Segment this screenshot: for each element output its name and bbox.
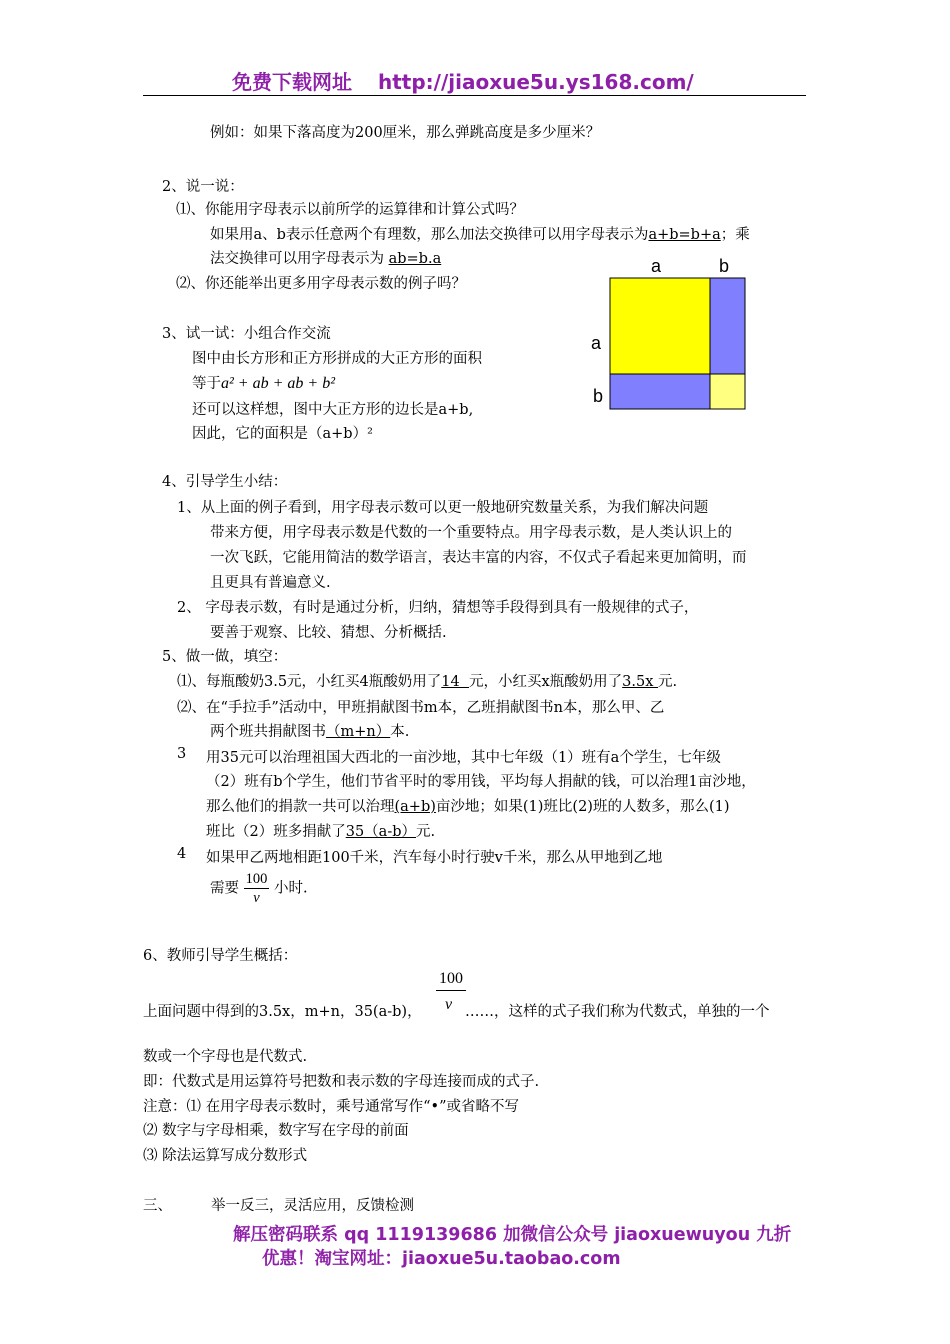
site-name: 免费下载网址	[232, 70, 352, 94]
multiplication-commutative-formula: ab=b.a	[388, 251, 442, 267]
addition-commutative-formula: a+b=b+a	[648, 227, 721, 243]
text: 需要	[210, 880, 239, 897]
example-question: 例如：如果下落高度为200厘米，那么弹跳高度是多少厘米？	[210, 125, 601, 141]
section6-line4: 注意：⑴ 在用字母表示数时，乘号通常写作“•”或省略不写	[143, 1099, 519, 1115]
section5-q2-line1: ⑵、在“手拉手”活动中，甲班捐献图书m本，乙班捐献图书n本，那么甲、乙	[177, 700, 665, 716]
text: ⑴、每瓶酸奶3.5元，小红买4瓶酸奶用了	[177, 674, 442, 690]
section2-q1-line2	[210, 247, 441, 268]
section6-fraction-denominator: v	[445, 996, 453, 1013]
figure-label-left-a: a	[591, 333, 602, 353]
text: 班比（2）班多捐献了	[206, 824, 346, 840]
section5-q3-number: 3	[177, 746, 187, 762]
time-fraction	[244, 870, 270, 907]
section-three-title: 举一反三，灵活应用，反馈检测	[211, 1198, 414, 1214]
site-url-link[interactable]: http://jiaoxue5u.ys168.com/	[378, 70, 694, 94]
square-b-area	[710, 374, 745, 409]
section6-line1-pre: 上面问题中得到的3.5x，m+n，35(a-b)，	[143, 1004, 422, 1020]
footer-line2: 优惠！淘宝网址：jiaoxue5u.taobao.com	[262, 1249, 621, 1269]
text: 元.	[658, 674, 678, 690]
section2-q1-line1	[210, 223, 750, 244]
section6-line5: ⑵ 数字与字母相乘，数字写在字母的前面	[143, 1123, 409, 1139]
section4-p2-line1: 2、 字母表示数，有时是通过分析，归纳，猜想等手段得到具有一般规律的式子，	[177, 600, 699, 616]
fraction-denominator: v	[253, 890, 260, 906]
figure-label-left-b: b	[593, 386, 604, 406]
section6-line6: ⑶ 除法运算写成分数形式	[143, 1148, 308, 1164]
text: 法交换律可以用字母表示为	[210, 251, 384, 267]
section5-q2-line2	[210, 720, 409, 741]
header-divider	[143, 95, 806, 96]
text: 如果用a、b表示任意两个有理数，那么加法交换律可以用字母表示为	[210, 227, 649, 243]
text: 亩沙地；如果(1)班比(2)班的人数多，那么(1)	[435, 799, 730, 815]
header-banner	[232, 66, 694, 95]
section6-title: 6、教师引导学生概括：	[143, 948, 298, 964]
section5-q4-line1: 如果甲乙两地相距100千米，汽车每小时行驶v千米，那么从甲地到乙地	[206, 850, 663, 866]
section6-line1-post: ……，这样的式子我们称为代数式，单独的一个	[465, 1004, 770, 1020]
section2-q1: ⑴、你能用字母表示以前所学的运算律和计算公式吗？	[176, 202, 524, 218]
section4-p1-line1: 1、从上面的例子看到，用字母表示数可以更一般地研究数量关系，为我们解决问题	[177, 500, 709, 516]
answer-blank-3-5x: 3.5x	[622, 674, 659, 690]
answer-blank-a-plus-b: (a+b)	[394, 799, 436, 815]
text: 小时.	[273, 880, 308, 897]
text: 本.	[390, 724, 410, 740]
section3-line1: 图中由长方形和正方形拼成的大正方形的面积	[192, 351, 482, 367]
figure-label-top-a: a	[651, 256, 662, 276]
section2-title: 2、说一说：	[162, 179, 244, 195]
section6-fraction-numerator: 100	[436, 968, 466, 991]
text: ；乘	[720, 227, 750, 243]
section4-p1-line2: 带来方便，用字母表示数是代数的一个重要特点。用字母表示数，是人类认识上的	[210, 525, 732, 541]
section5-q1	[177, 670, 677, 691]
text: 元，小红买x瓶酸奶用了	[468, 674, 623, 690]
section5-title: 5、做一做，填空：	[162, 649, 288, 665]
rect-ab-right	[710, 278, 745, 374]
section4-p1-line3: 一次飞跃，它能用简洁的数学语言，表达丰富的内容，不仅式子看起来更加简明，而	[210, 550, 747, 566]
section4-p1-line4: 且更具有普遍意义.	[210, 575, 331, 591]
rect-ab-bottom	[610, 374, 710, 409]
section5-q3-line2: （2）班有b个学生，他们节省平时的零用钱，平均每人捐献的钱，可以治理1亩沙地，	[206, 774, 756, 790]
square-a-area	[610, 278, 710, 374]
section-three-number: 三、	[143, 1198, 172, 1214]
section4-title: 4、引导学生小结：	[162, 474, 288, 490]
section5-q4-line2	[210, 870, 308, 907]
section3-line3: 还可以这样想，图中大正方形的边长是a+b,	[192, 402, 474, 418]
answer-blank-m-plus-n: （m+n）	[326, 724, 391, 740]
section6-line2: 数或一个字母也是代数式.	[143, 1049, 308, 1065]
text: 等于	[192, 376, 221, 392]
section6-line3: 即：代数式是用运算符号把数和表示数的字母连接而成的式子.	[143, 1074, 540, 1090]
section3-title: 3、试一试：小组合作交流	[162, 326, 331, 342]
answer-blank-35-a-minus-b: 35（a-b）	[345, 824, 417, 840]
footer-line1: 解压密码联系 qq 1119139686 加微信公众号 jiaoxuewuyou 九折	[233, 1225, 792, 1245]
answer-blank-14: 14	[441, 674, 469, 690]
fraction-numerator: 100	[245, 871, 268, 887]
section5-q4-number: 4	[177, 846, 187, 862]
section5-q3-line4	[206, 820, 435, 841]
figure-diagram	[609, 277, 747, 411]
text: 两个班共捐献图书	[210, 724, 326, 740]
section4-p2-line2: 要善于观察、比较、猜想、分析概括.	[210, 625, 447, 641]
figure-label-top-b: b	[719, 256, 730, 276]
section5-q3-line1: 用35元可以治理祖国大西北的一亩沙地，其中七年级（1）班有a个学生，七年级	[206, 750, 721, 766]
section5-q3-line3	[206, 795, 730, 816]
section2-q2: ⑵、你还能举出更多用字母表示数的例子吗？	[176, 276, 466, 292]
text: 那么他们的捐款一共可以治理	[206, 799, 395, 815]
area-formula: a² + ab + ab + b²	[221, 375, 335, 392]
text: 元.	[416, 824, 436, 840]
section3-line4: 因此，它的面积是（a+b）²	[192, 426, 373, 442]
section3-line2	[192, 372, 335, 393]
